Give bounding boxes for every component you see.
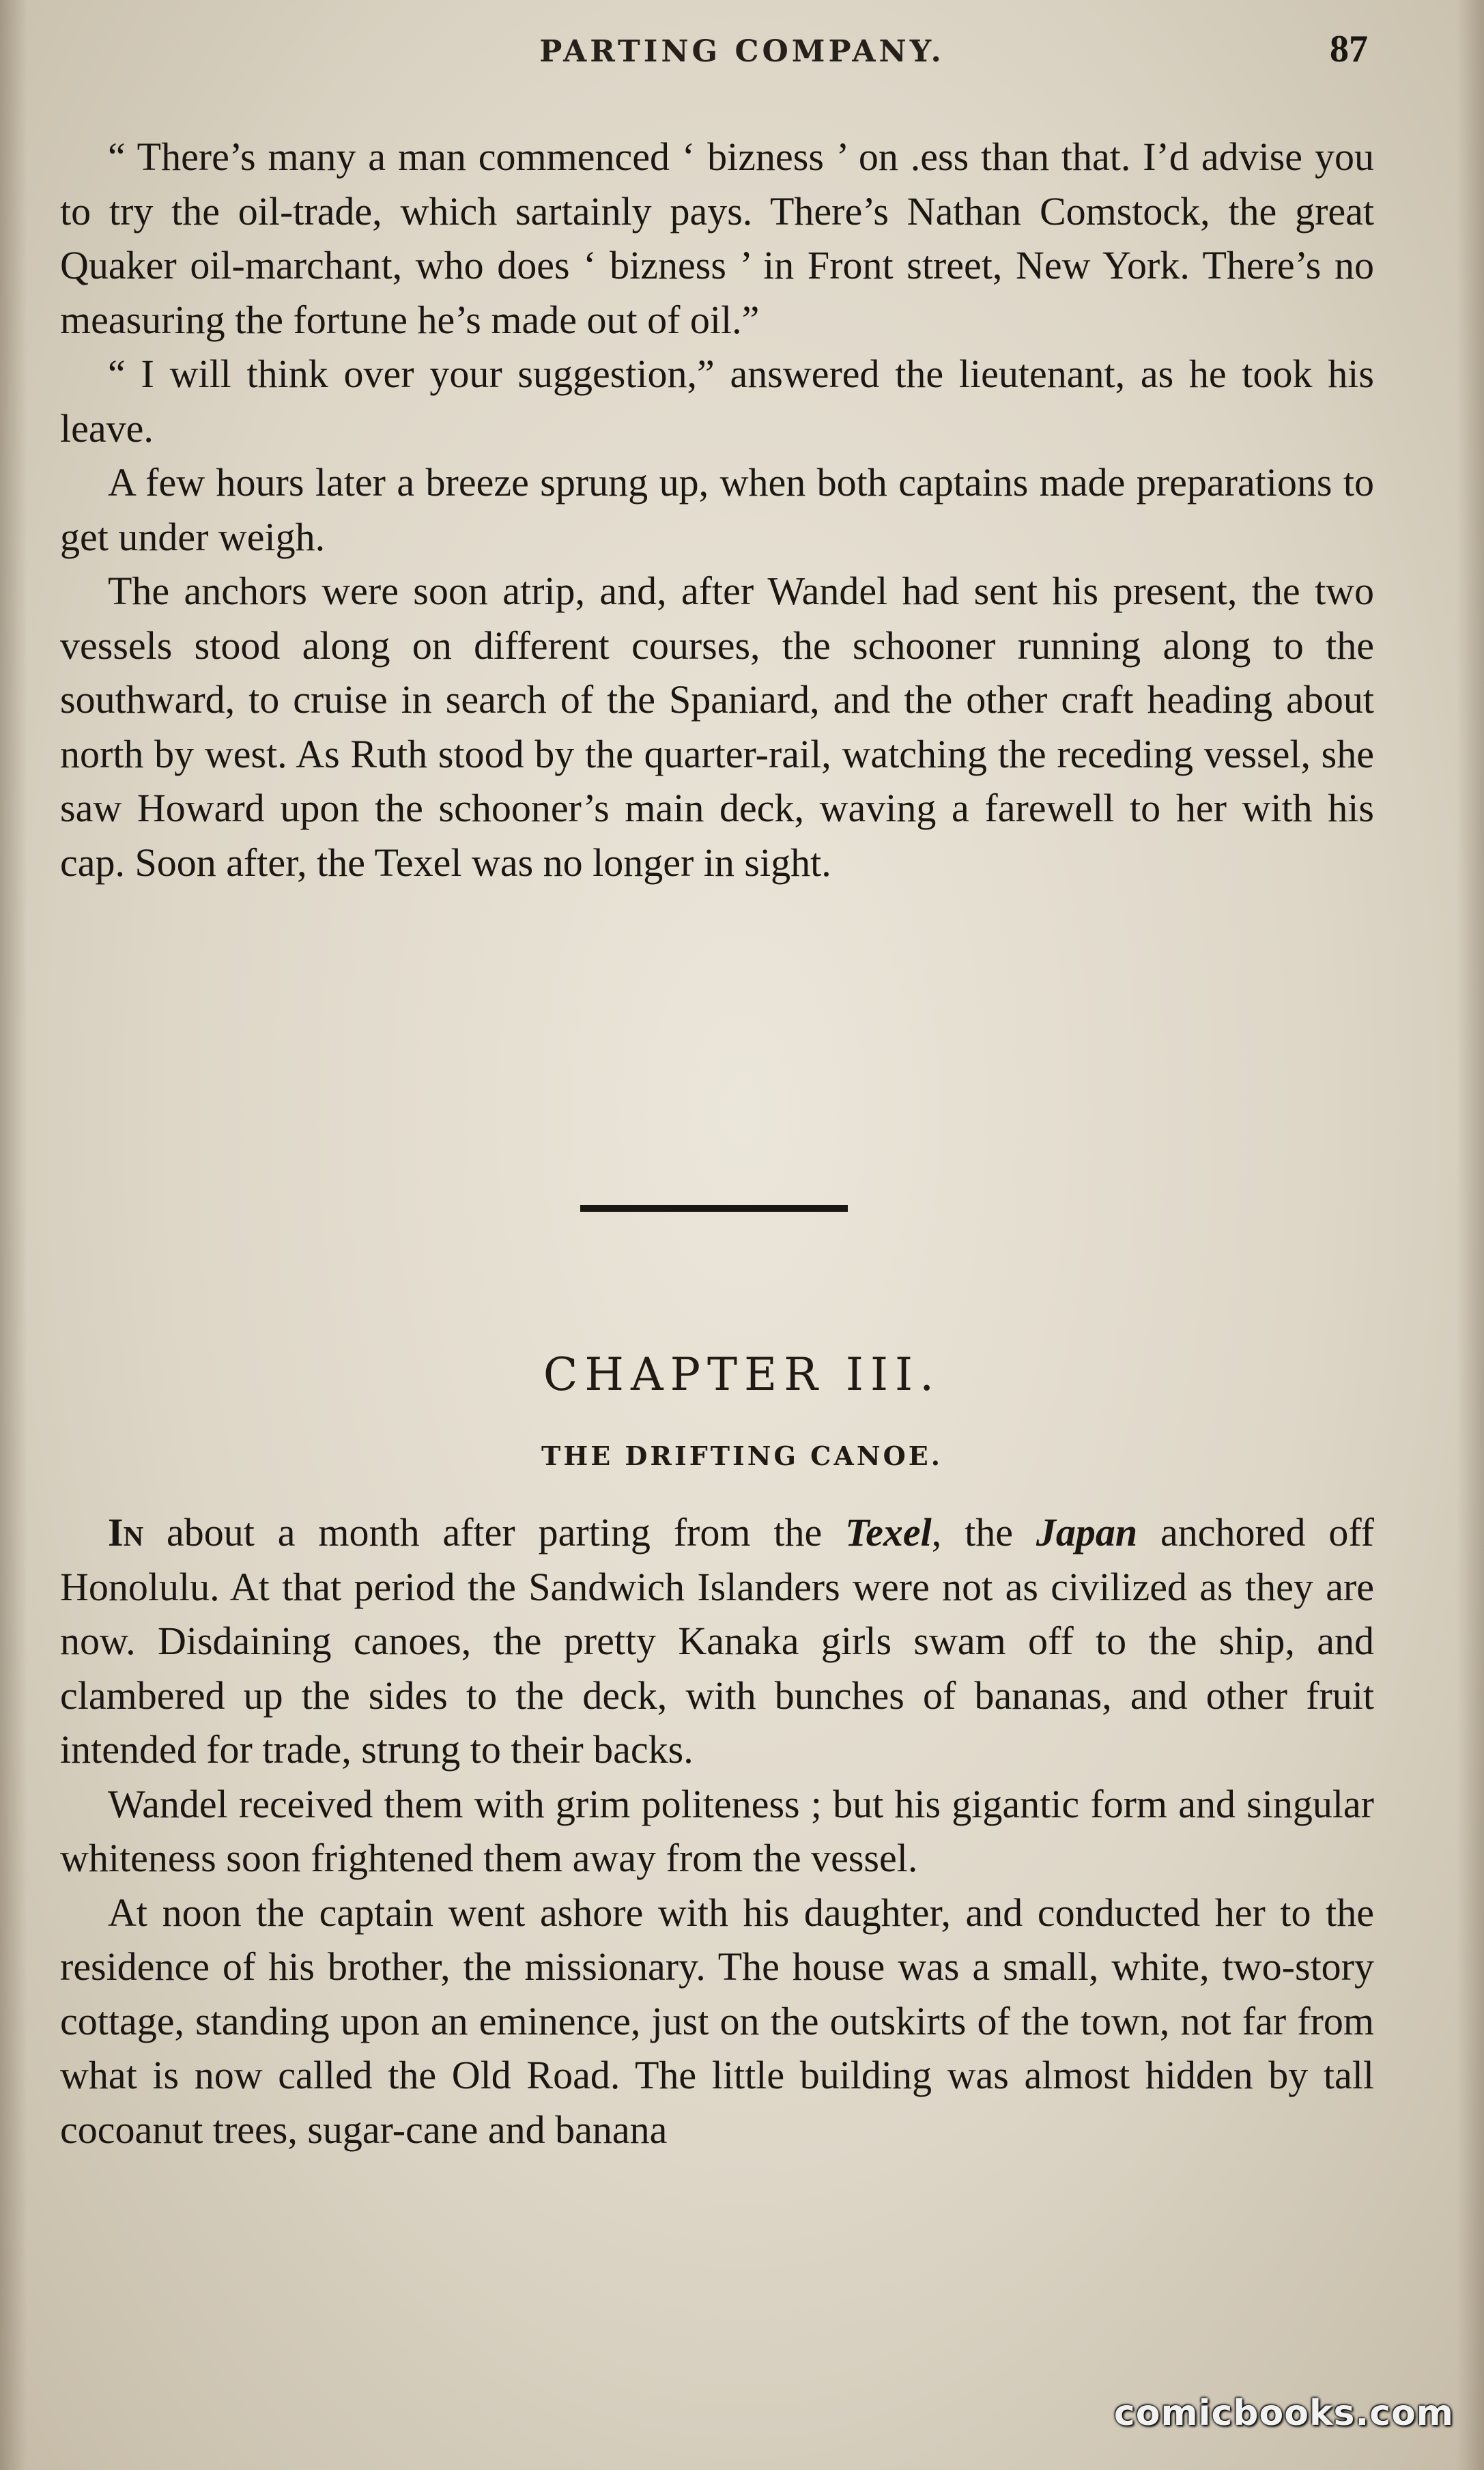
paragraph: At noon the captain went ashore with his daughter, and conducted her to the residence of his brother, the missionary. The house was a small, white, two-story cottage, standing upon an eminence, just on the outskirts of the town, not far from what is now called the Old Road. The little building was almost hidden by tall cocoanut trees, sugar-cane and banana <box>60 1890 1374 2152</box>
page-edge-shadow-left <box>0 0 27 2470</box>
paragraph: Wandel received them with grim politeness ; but his gigantic form and singular whiteness soon frightened them away from the vessel. <box>60 1781 1374 1880</box>
body-text-top <box>60 130 1374 890</box>
site-watermark: comicbooks.com <box>1113 2393 1454 2434</box>
text-run: anchored off Honolulu. At that period the Sandwich Islanders were not as civilized as they are now. Disdaining canoes, the pretty Kanaka girls swam off to the ship, and clambered up the sides to the deck, with bunches of bananas, and other fruit intended for trade, strung to their backs. <box>60 1510 1374 1772</box>
chapter-title: CHAPTER III. <box>543 1348 941 1401</box>
ship-name: Japan <box>1036 1510 1138 1555</box>
paragraph: A few hours later a breeze sprung up, when both captains made preparations to get under weigh. <box>60 460 1374 559</box>
running-header <box>0 27 1484 82</box>
ship-name: Texel <box>845 1510 932 1555</box>
paragraph: “ I will think over your suggestion,” answered the lieutenant, as he took his leave. <box>60 352 1374 451</box>
chapter-subtitle: THE DRIFTING CANOE. <box>541 1440 943 1471</box>
section-divider <box>580 1205 848 1212</box>
chapter-opening-paragraph <box>60 1505 1374 1777</box>
page-edge-shadow-right <box>1457 0 1484 2470</box>
page-number: 87 <box>1330 28 1368 70</box>
body-text-bottom <box>60 1505 1374 2157</box>
paragraph: “ There’s many a man commenced ‘ bizness ’ on .ess than that. I’d advise you to try the oil-trade, which sartainly pays. There’s Nathan Comstock, the great Quaker oil-marchant, who does ‘ bizness ’ in Front street, New York. There’s no measuring the fortune he’s made out of oil.” <box>60 134 1374 342</box>
text-run: , the <box>931 1510 1036 1555</box>
running-title: PARTING COMPANY. <box>539 34 945 69</box>
drop-lead-word: In <box>108 1510 144 1555</box>
paragraph: The anchors were soon atrip, and, after Wandel had sent his present, the two vessels stood along on different courses, the schooner running along to the southward, to cruise in search of the Spaniard, and the other craft heading about north by west. As Ruth stood by the quarter-rail, watching the receding vessel, she saw Howard upon the schooner’s main deck, waving a farewell to her with his cap. Soon after, the Texel was no longer in sight. <box>60 569 1374 885</box>
text-run: about a month after parting from the <box>143 1510 846 1555</box>
